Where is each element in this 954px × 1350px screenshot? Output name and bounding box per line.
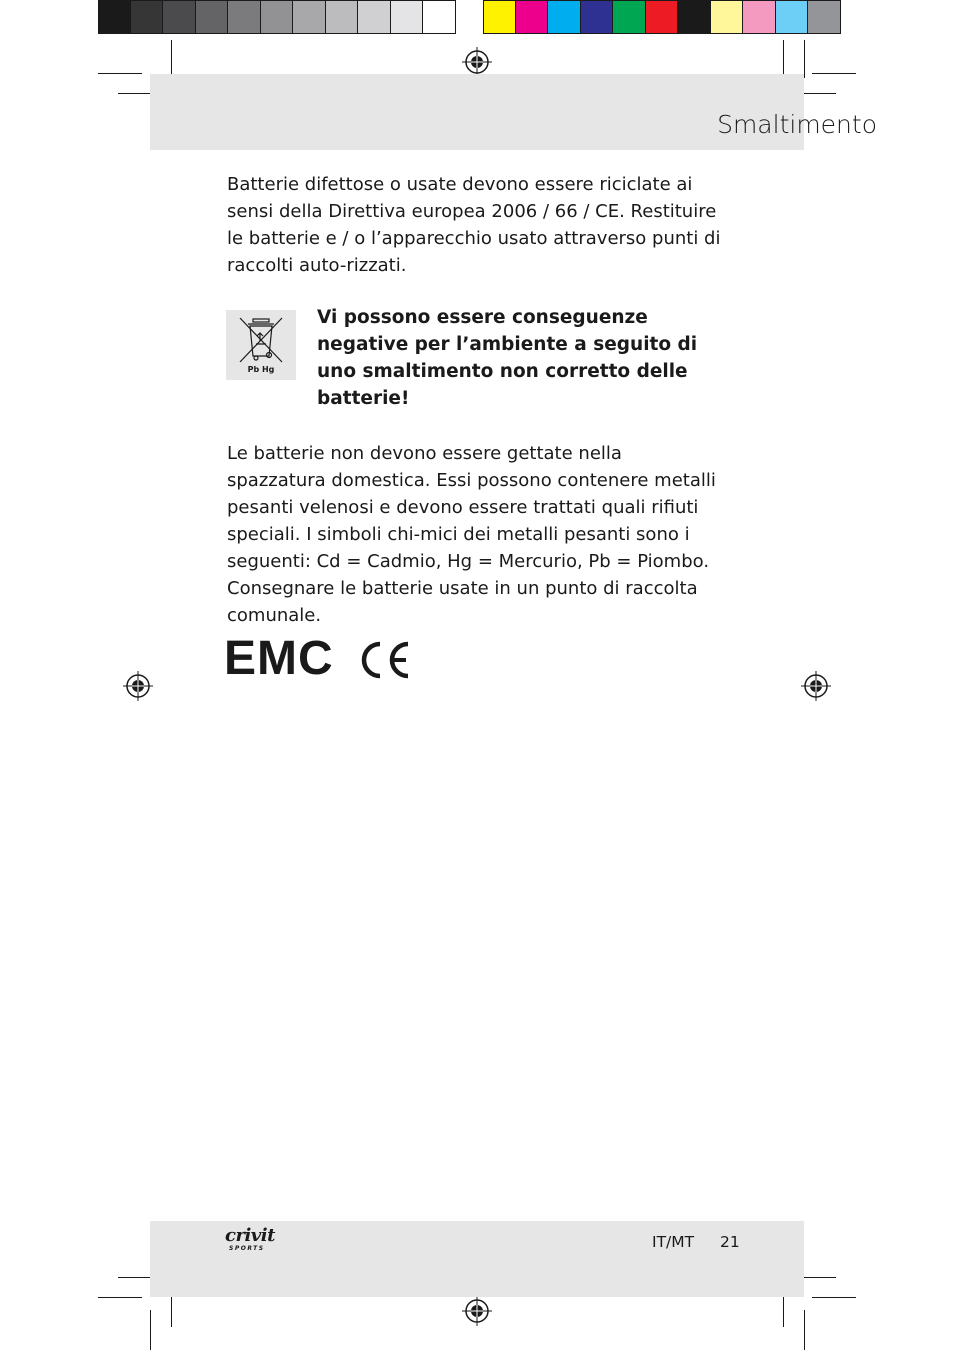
calibration-swatch bbox=[548, 0, 581, 34]
calibration-swatch bbox=[678, 0, 711, 34]
calibration-swatch bbox=[293, 0, 326, 34]
grey-calibration-strip bbox=[98, 0, 456, 36]
calibration-swatch bbox=[776, 0, 809, 34]
page-meta bbox=[652, 1233, 740, 1251]
disposal-paragraph: Le batterie non devono essere gettate nella spazzatura domestica. Essi possono contenere metalli pesanti velenosi e devono essere trattati quali rifiuti speciali. I simboli chi-mici dei metalli pesanti sono i seguenti: Cd = Cadmio, Hg = Mercurio, Pb = Piombo. Consegnare le batterie usate in un punto di raccolta comunale. bbox=[227, 443, 716, 626]
calibration-swatch bbox=[163, 0, 196, 34]
crivit-logo bbox=[225, 1227, 275, 1253]
page-number: 21 bbox=[719, 1233, 740, 1251]
calibration-swatch bbox=[646, 0, 679, 34]
crossed-bin-icon bbox=[236, 314, 286, 366]
battery-disposal-symbol bbox=[226, 310, 296, 380]
calibration-swatch bbox=[326, 0, 359, 34]
header-band bbox=[150, 74, 804, 150]
warning-text: Vi possono essere conseguenze negative per l’ambiente a seguito di uno smaltimento non corretto delle batterie! bbox=[317, 307, 698, 409]
calibration-swatch bbox=[808, 0, 841, 34]
brand-sub: SPORTS bbox=[229, 1245, 265, 1252]
calibration-swatch bbox=[613, 0, 646, 34]
calibration-swatch bbox=[423, 0, 456, 34]
page-title: Smaltimento bbox=[717, 110, 877, 139]
emc-label: EMC bbox=[224, 632, 334, 685]
calibration-swatch bbox=[391, 0, 424, 34]
intro-paragraph: Batterie difettose o usate devono essere riciclate ai sensi della Direttiva europea 2006 / 66 / CE. Restituire le batterie e / o l’apparecchio usato attraverso punti di raccolti auto-rizzati. bbox=[227, 174, 721, 276]
ce-mark-icon bbox=[358, 641, 412, 679]
registration-mark-icon bbox=[123, 671, 153, 701]
calibration-swatch bbox=[358, 0, 391, 34]
calibration-swatch bbox=[98, 0, 131, 34]
registration-mark-icon bbox=[801, 671, 831, 701]
brand-name: crivit bbox=[225, 1225, 275, 1246]
calibration-swatch bbox=[131, 0, 164, 34]
calibration-swatch bbox=[516, 0, 549, 34]
registration-mark-icon bbox=[462, 1296, 492, 1326]
calibration-swatch bbox=[743, 0, 776, 34]
registration-mark-icon bbox=[462, 47, 492, 77]
calibration-swatch bbox=[196, 0, 229, 34]
calibration-swatch bbox=[581, 0, 614, 34]
heavy-metal-label: Pb Hg bbox=[247, 365, 275, 374]
locale-label: IT/MT bbox=[652, 1233, 695, 1251]
color-calibration-strip bbox=[483, 0, 841, 36]
calibration-swatch bbox=[483, 0, 516, 34]
calibration-swatch bbox=[261, 0, 294, 34]
calibration-swatch bbox=[711, 0, 744, 34]
calibration-swatch bbox=[228, 0, 261, 34]
